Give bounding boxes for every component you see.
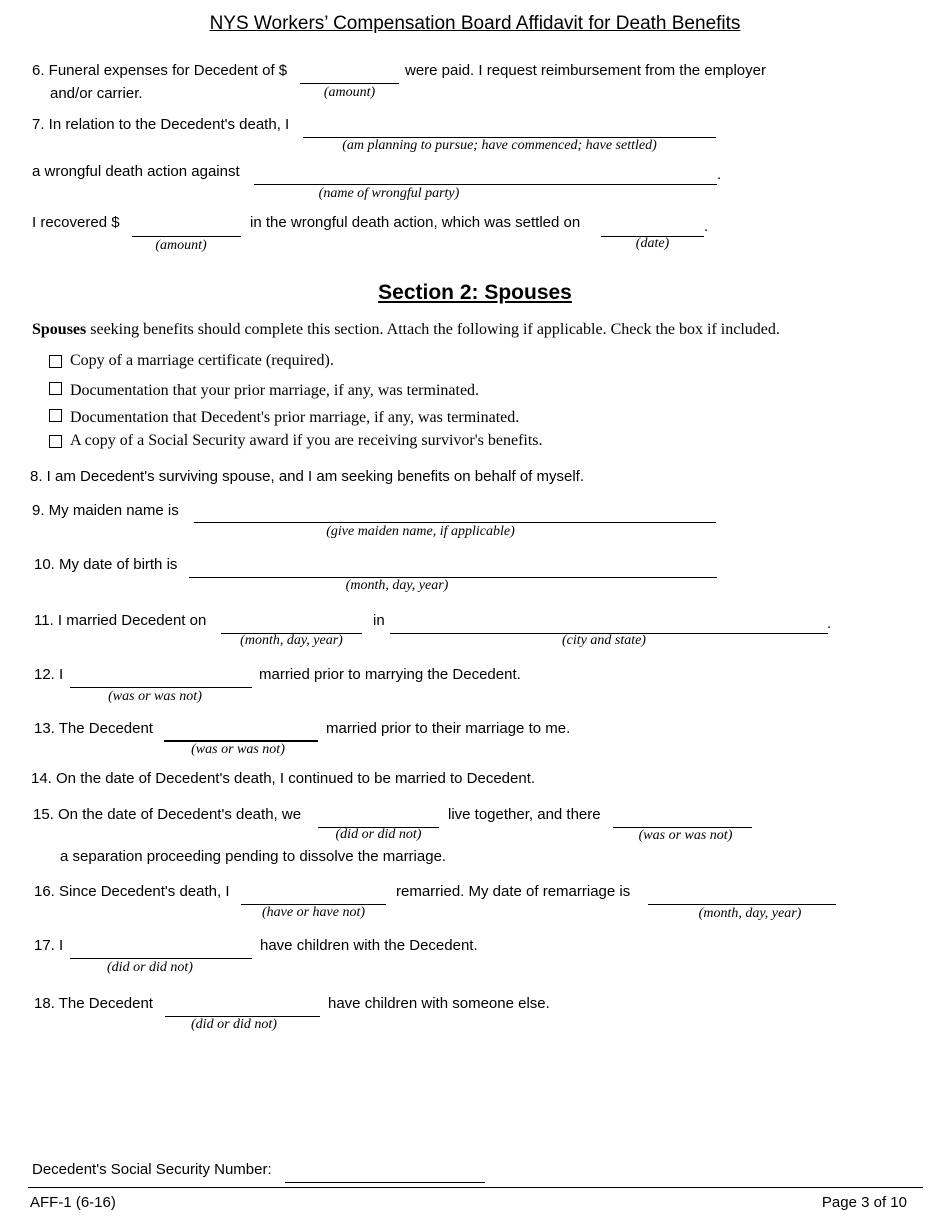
wrongful-hint: (name of wrongful party): [318, 186, 460, 201]
section-2-intro: [32, 321, 780, 339]
recovered-period: .: [704, 218, 709, 235]
q15-text: 15. On the date of Decedent's death, we: [33, 806, 302, 823]
q17-text: 17. I: [34, 937, 64, 954]
ssn-field[interactable]: [285, 1182, 485, 1183]
q6-text-cont: and/or carrier.: [50, 85, 143, 102]
q7-text: 7. In relation to the Decedent's death, I: [32, 116, 290, 133]
q11-text: 11. I married Decedent on: [34, 612, 207, 629]
maiden-name-field[interactable]: [194, 522, 716, 523]
checklist-item: Documentation that Decedent's prior marriage, if any, was terminated.: [70, 409, 520, 426]
q12-text-after: married prior to marrying the Decedent.: [259, 666, 521, 683]
recovered-text: I recovered $: [32, 214, 120, 231]
q6-text-after: were paid. I request reimbursement from the employer: [405, 62, 766, 79]
q12-hint: (was or was not): [108, 689, 202, 704]
q16-text: 16. Since Decedent's death, I: [34, 883, 230, 900]
q13-text-after: married prior to their marriage to me.: [326, 720, 571, 737]
remarriage-date-field[interactable]: [648, 904, 836, 905]
settled-date-hint: (date): [635, 236, 670, 251]
recovered-amount-hint: (amount): [155, 238, 207, 253]
q9-hint: (give maiden name, if applicable): [326, 524, 515, 539]
q17-hint: (did or did not): [107, 960, 193, 975]
checklist-item: Documentation that your prior marriage, if any, was terminated.: [70, 382, 480, 399]
wrongful-period: .: [717, 166, 722, 183]
section-2-intro-text: seeking benefits should complete this section. Attach the following if applicable. Check the box if included.: [86, 321, 780, 338]
q6-hint: (amount): [323, 85, 376, 100]
q9-text: 9. My maiden name is: [32, 502, 179, 519]
checkbox-decedent-prior-marriage[interactable]: [49, 409, 62, 422]
q13-hint: (was or was not): [191, 742, 285, 757]
q11-text-in: in: [373, 612, 385, 629]
q17-text-after: have children with the Decedent.: [260, 937, 478, 954]
q13-text: 13. The Decedent: [34, 720, 153, 737]
q10-text: 10. My date of birth is: [34, 556, 178, 573]
question-14: 14. On the date of Decedent's death, I continued to be married to Decedent.: [31, 770, 536, 787]
recovered-amount-field[interactable]: [132, 236, 241, 237]
q11-place-hint: (city and state): [562, 633, 646, 648]
ssn-label: Decedent's Social Security Number:: [32, 1161, 272, 1178]
q16-hint-1: (have or have not): [261, 905, 366, 920]
wrongful-party-field[interactable]: [254, 184, 717, 185]
q16-text-middle: remarried. My date of remarriage is: [396, 883, 631, 900]
q11-date-hint: (month, day, year): [240, 633, 343, 648]
page-number: Page 3 of 10: [821, 1194, 907, 1211]
q10-hint: (month, day, year): [345, 578, 449, 593]
question-8: 8. I am Decedent's surviving spouse, and I am seeking benefits on behalf of myself.: [30, 468, 584, 485]
checklist-item: A copy of a Social Security award if you are receiving survivor's benefits.: [70, 432, 543, 449]
q7-hint: (am planning to pursue; have commenced; have settled): [342, 138, 657, 153]
section-2-heading: Section 2: Spouses: [378, 281, 572, 304]
q6-text: 6. Funeral expenses for Decedent of $: [32, 62, 288, 79]
q12-text: 12. I: [34, 666, 64, 683]
recovered-text-middle: in the wrongful death action, which was settled on: [250, 214, 581, 231]
q18-hint: (did or did not): [191, 1017, 277, 1032]
q6-amount-field[interactable]: [300, 83, 399, 84]
form-id: AFF-1 (6-16): [30, 1194, 116, 1211]
q18-text: 18. The Decedent: [34, 995, 153, 1012]
q15-hint-1: (did or did not): [335, 827, 422, 842]
q15-text-middle: live together, and there: [448, 806, 601, 823]
checkbox-social-security-award[interactable]: [49, 435, 62, 448]
prior-marriage-field[interactable]: [70, 687, 252, 688]
checkbox-prior-marriage[interactable]: [49, 382, 62, 395]
q15-text-cont: a separation proceeding pending to dissolve the marriage.: [60, 848, 447, 865]
q18-text-after: have children with someone else.: [328, 995, 550, 1012]
footer-divider: [28, 1187, 923, 1188]
checklist-item: Copy of a marriage certificate (required).: [70, 352, 334, 369]
q16-hint-2: (month, day, year): [698, 906, 802, 921]
page-title: NYS Workers’ Compensation Board Affidavit for Death Benefits: [209, 13, 741, 34]
checkbox-marriage-certificate[interactable]: [49, 355, 62, 368]
wrongful-text: a wrongful death action against: [32, 163, 240, 180]
q11-period: .: [827, 615, 832, 632]
section-2-intro-bold: Spouses: [32, 321, 87, 338]
children-with-decedent-field[interactable]: [70, 958, 252, 959]
q15-hint-2: (was or was not): [638, 828, 733, 843]
